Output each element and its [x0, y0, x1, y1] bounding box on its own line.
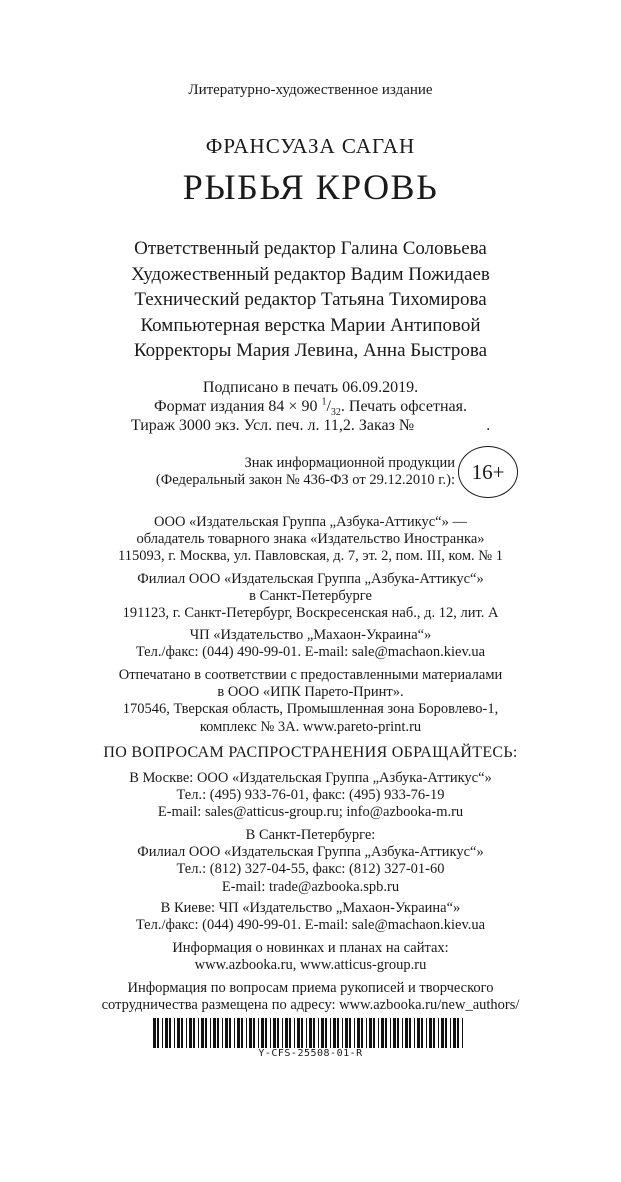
sites-line: www.azbooka.ru, www.atticus-group.ru: [194, 957, 427, 974]
branch-line: в Санкт-Петербурге: [249, 588, 372, 605]
credit-line: Технический редактор Татьяна Тихомирова: [134, 289, 487, 310]
format-line: Формат издания 84 × 90 $^1/_{32}$. Печать офсетная.: [154, 396, 467, 419]
printed-line: 170546, Тверская область, Промышленная зона Боровлево-1,: [122, 701, 499, 718]
publisher-line: ООО «Издательская Группа „Азбука-Аттикус“» —: [154, 514, 467, 530]
sites-block: [0, 940, 621, 974]
spb-line: E-mail: trade@azbooka.spb.ru: [221, 878, 400, 895]
spb-line: Филиал ООО «Издательская Группа „Азбука-Аттикус“»: [137, 844, 484, 861]
kiev-line: В Киеве: ЧП «Издательство „Махаон-Украина“»: [160, 900, 461, 916]
credit-line: Компьютерная верстка Марии Антиповой: [140, 314, 481, 336]
info-sign-law: (Федеральный закон № 436-ФЗ от 29.12.2010 г.):: [155, 472, 455, 488]
publisher-line: обладатель товарного знака «Издательство Иностранка»: [136, 531, 485, 548]
edition-type: Литературно-художественное издание: [188, 82, 433, 98]
authors-block: [0, 980, 621, 1014]
ukraine-line: Тел./факс: (044) 490-99-01. E-mail: sale@machaon.kiev.ua: [135, 644, 486, 661]
moscow-line: Тел.: (495) 933-76-01, факс: (495) 933-76-19: [176, 787, 445, 804]
kiev-block: [0, 900, 621, 934]
moscow-block: [0, 770, 621, 822]
book-title: РЫБЬЯ КРОВЬ: [182, 167, 439, 207]
barcode-code: Y-CFS-25508-01-R: [258, 1048, 363, 1059]
spb-line: Тел.: (812) 327-04-55, факс: (812) 327-01-60: [176, 861, 445, 878]
author-name: ФРАНСУАЗА САГАН: [205, 134, 416, 158]
moscow-line: E-mail: sales@atticus-group.ru; info@azbooka-m.ru: [157, 804, 464, 821]
branch-line: 191123, г. Санкт-Петербург, Воскресенская наб., д. 12, лит. А: [122, 605, 499, 622]
credits-block: [0, 236, 621, 364]
branch-line: Филиал ООО «Издательская Группа „Азбука-Аттикус“»: [137, 571, 484, 587]
authors-line: сотрудничества размещена по адресу: www.azbooka.ru/new_authors/: [101, 997, 520, 1014]
age-rating-badge: 16+: [458, 446, 518, 498]
distribution-heading: ПО ВОПРОСАМ РАСПРОСТРАНЕНИЯ ОБРАЩАЙТЕСЬ:: [103, 744, 518, 761]
barcode-icon: [153, 1018, 465, 1048]
publisher-block: [0, 514, 621, 566]
printed-line: комплекс № 3А. www.pareto-print.ru: [199, 718, 422, 735]
credit-line: Корректоры Мария Левина, Анна Быстрова: [133, 340, 488, 361]
info-sign-text: [115, 455, 455, 489]
printed-block: [0, 667, 621, 736]
ukraine-block: [0, 627, 621, 661]
authors-line: Информация по вопросам приема рукописей и творческого: [127, 980, 494, 996]
printed-line: Отпечатано в соответствии с предоставленными материалами: [118, 667, 503, 683]
credit-line: Художественный редактор Вадим Пожидаев: [131, 263, 490, 285]
publisher-line: 115093, г. Москва, ул. Павловская, д. 7, эт. 2, пом. III, ком. № 1: [118, 548, 503, 565]
spb-line: В Санкт-Петербурге:: [245, 827, 376, 843]
spb-block: [0, 827, 621, 896]
signed-date: Подписано в печать 06.09.2019.: [202, 379, 419, 396]
sites-line: Информация о новинках и планах на сайтах:: [172, 940, 449, 956]
info-sign-line: Знак информационной продукции: [244, 455, 455, 471]
credit-line: Ответственный редактор Галина Соловьева: [134, 238, 487, 259]
branch-block: [0, 571, 621, 623]
kiev-line: Тел./факс: (044) 490-99-01. E-mail: sale@machaon.kiev.ua: [135, 917, 486, 934]
printed-line: в ООО «ИПК Парето-Принт».: [217, 684, 404, 701]
run-line: Тираж 3000 экз. Усл. печ. л. 11,2. Заказ № .: [130, 417, 491, 434]
print-info: [0, 378, 621, 435]
ukraine-line: ЧП «Издательство „Махаон-Украина“»: [189, 627, 432, 643]
moscow-line: В Москве: ООО «Издательская Группа „Азбука-Аттикус“»: [129, 770, 492, 786]
